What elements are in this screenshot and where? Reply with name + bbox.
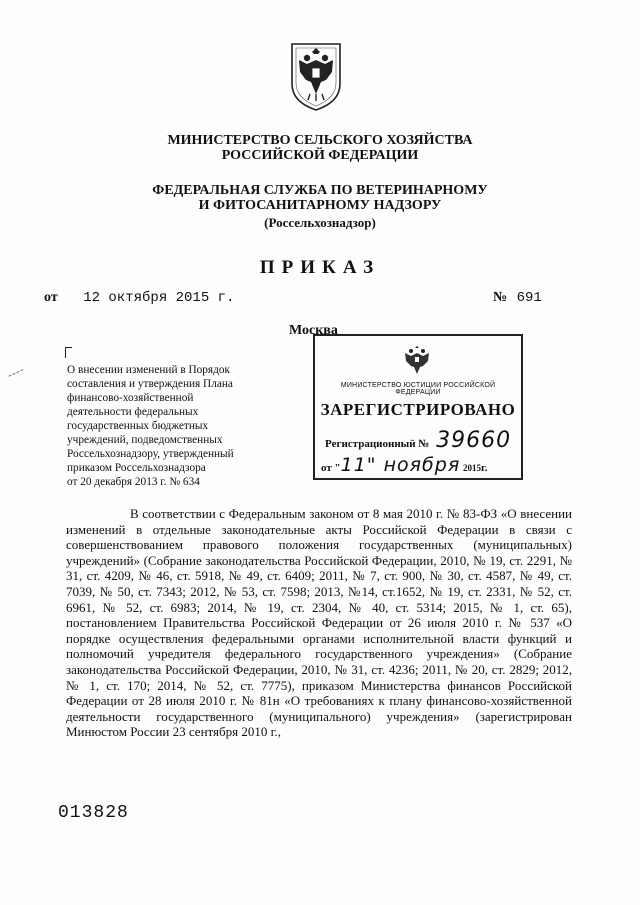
double-headed-eagle-emblem-icon	[286, 40, 346, 112]
stamp-registered: ЗАРЕГИСТРИРОВАНО	[320, 400, 516, 419]
stamp-reg-number-value: 39660	[436, 428, 512, 453]
subject-line: приказом Россельхознадзора	[67, 462, 206, 474]
stamp-date-prefix: от "	[321, 462, 341, 474]
stamp-date	[321, 454, 488, 476]
eagle-emblem-icon	[401, 344, 433, 376]
subject-line: государственных бюджетных	[67, 420, 209, 432]
ministry-name	[0, 133, 640, 163]
service-line-2: И ФИТОСАНИТАРНОМУ НАДЗОРУ	[198, 198, 442, 213]
coat-of-arms-emblem	[286, 40, 346, 112]
registration-stamp	[313, 334, 523, 480]
margin-pencil-mark	[8, 369, 27, 386]
stamp-reg-number	[325, 428, 511, 453]
order-subject	[67, 363, 277, 489]
service-line-1: ФЕДЕРАЛЬНАЯ СЛУЖБА ПО ВЕТЕРИНАРНОМУ	[152, 183, 488, 198]
subject-line: составления и утверждения Плана	[67, 378, 233, 390]
order-title: ПРИКАЗ	[259, 257, 381, 278]
ministry-line-1: МИНИСТЕРСТВО СЕЛЬСКОГО ХОЗЯЙСТВА	[167, 133, 473, 148]
stamp-date-handwritten: 11" ноября	[340, 454, 461, 476]
date-value: 12 октября 2015 г.	[83, 290, 235, 306]
order-date	[44, 290, 234, 306]
service-name	[0, 183, 640, 230]
document-serial-number: 013828	[58, 803, 129, 823]
subject-line: финансово-хозяйственной	[67, 392, 194, 404]
stamp-emblem	[401, 344, 433, 376]
city: Москва	[289, 323, 338, 338]
stamp-ministry: МИНИСТЕРСТВО ЮСТИЦИИ РОССИЙСКОЙ ФЕДЕРАЦИИ	[340, 382, 496, 396]
number-value: 691	[516, 290, 542, 306]
stamp-year: 2015	[463, 463, 482, 473]
number-prefix: №	[493, 290, 508, 305]
body-paragraph: В соответствии с Федеральным законом от 8 мая 2010 г. № 83-ФЗ «О внесении изменений в отдельные законодательные акты Российской Федерации в связи с совершенствованием правового положения государственных (муниципальных) учреждений» (Собрание законодательства Российской Федерации, 2010, № 19, ст. 2291, № 31, ст. 4209, № 46, ст. 5918, № 49, ст. 6409; 2011, № 7, ст. 900, № 30, ст. 4587, № 49, ст. 7039, № 50, ст. 7343; 2012, № 53, ст. 7598; 2013, №14, ст.1652, № 19, ст. 2331, № 52, ст. 6961, № 52, ст. 6983; 2014, № 19, ст. 2304, № 40, ст. 5314; 2015, № 1, ст. 65), постановлением Правительства Российской Федерации от 26 июля 2010 г. № 537 «О порядке осуществления федеральными органами исполнительной власти функций и полномочий учредителя федерального государственного учреждения» (Собрание законодательства Российской Федерации, 2010, № 31, ст. 4236; 2011, № 20, ст. 2829; 2012, № 1, ст. 170; 2014, № 52, ст. 7775), приказом Министерства финансов Российской Федерации от 28 июля 2010 г. № 81н «О требованиях к плану финансово-хозяйственной деятельности государственного (муниципального) учреждения» (зарегистрирован Минюстом России 23 сентября 2010 г.,	[66, 506, 572, 740]
subject-line: О внесении изменений в Порядок	[67, 364, 231, 376]
subject-line: Россельхознадзору, утвержденный	[67, 448, 234, 460]
service-short-name: (Россельхознадзор)	[264, 215, 376, 230]
ministry-line-2: РОССИЙСКОЙ ФЕДЕРАЦИИ	[221, 148, 419, 163]
stamp-reg-number-label: Регистрационный №	[325, 438, 430, 450]
subject-line: учреждений, подведомственных	[67, 434, 223, 446]
date-prefix: от	[44, 290, 58, 305]
order-number	[493, 290, 542, 306]
subject-line: от 20 декабря 2013 г. № 634	[67, 476, 200, 488]
subject-line: деятельности федеральных	[67, 406, 199, 418]
stamp-year-suffix: г.	[481, 462, 488, 474]
subject-corner-bracket	[65, 347, 72, 358]
